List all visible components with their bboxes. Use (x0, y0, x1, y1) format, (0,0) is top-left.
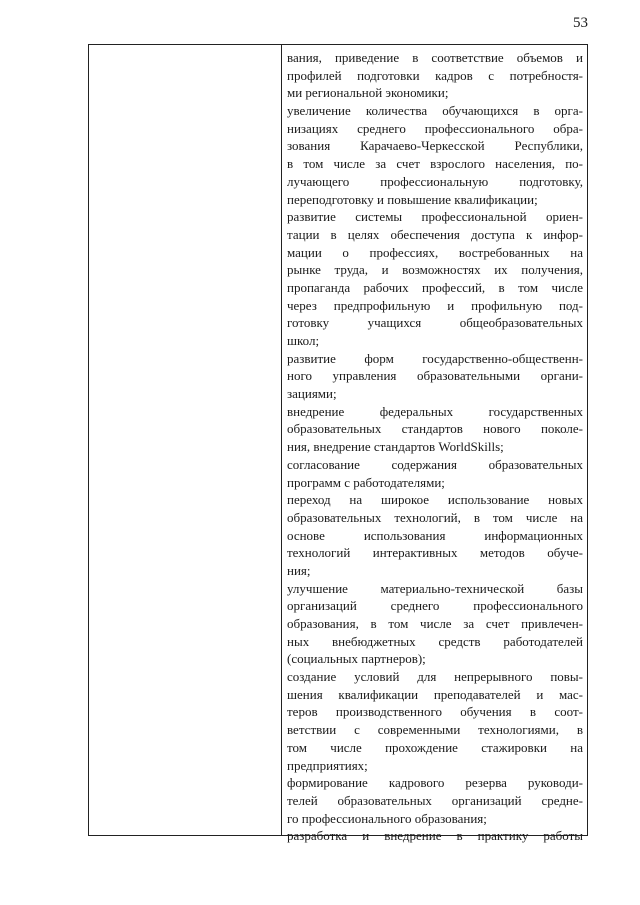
text-line: программ с работодателями; (287, 474, 445, 490)
text-line: низациях среднего профессионального обра- (287, 120, 583, 136)
page-number: 53 (573, 15, 588, 31)
text-line: телей образовательных организаций средне- (287, 792, 583, 808)
text-line: готовку учащихся общеобразовательных (287, 315, 583, 331)
text-line: ния, внедрение стандартов WorldSkills; (287, 439, 504, 455)
text-line: развитие форм государственно-общественн- (287, 350, 583, 366)
text-line: основе использования информационных (287, 527, 583, 543)
text-line: в том числе за счет взрослого населения, по- (287, 156, 583, 172)
text-line: шения квалификации преподавателей и мас- (287, 686, 583, 702)
text-line: организаций среднего профессионального (287, 598, 583, 614)
text-line: теров производственного обучения в соот- (287, 704, 583, 720)
text-line: вания, приведение в соответствие объемов и (287, 50, 583, 65)
text-line: мации о профессиях, востребованных на (287, 244, 583, 260)
text-line: ного управления образовательными органи- (287, 368, 583, 384)
text-line: профилей подготовки кадров с потребностя- (287, 67, 583, 83)
table-right-cell (282, 45, 587, 844)
text-line: (социальных партнеров); (287, 651, 426, 667)
text-line: пропаганда рабочих профессий, в том числе (287, 279, 583, 295)
text-line: разработка и внедрение в практику работы (287, 828, 583, 844)
text-line: том числе прохождение стажировки на (287, 739, 583, 755)
text-line: технологий интерактивных методов обуче- (287, 545, 583, 561)
text-line: внедрение федеральных государственных (287, 403, 583, 419)
text-line: создание условий для непрерывного повы- (287, 669, 583, 685)
text-line: переподготовку и повышение квалификации; (287, 191, 538, 207)
text-line: улучшение материально-технической базы (287, 580, 583, 596)
text-line: образовательных технологий, в том числе на (287, 509, 583, 525)
text-line: лучающего профессиональную подготовку, (287, 173, 583, 189)
table-left-cell (89, 45, 282, 835)
text-line: развитие системы профессиональной ориен- (287, 209, 583, 225)
text-line: школ; (287, 333, 320, 348)
text-line: го профессионального образования; (287, 810, 487, 826)
text-line: рынке труда, и возможностях их получения, (287, 262, 583, 278)
text-line: образовательных стандартов нового поколе- (287, 421, 583, 437)
text-line: формирование кадрового резерва руководи- (287, 775, 583, 791)
text-line: переход на широкое использование новых (287, 492, 583, 508)
text-line: предприятиях; (287, 757, 368, 773)
text-line: тации в целях обеспечения доступа к инфор- (287, 226, 583, 242)
text-line: зациями; (287, 386, 337, 402)
text-line: ных внебюджетных средств работодателей (287, 633, 583, 649)
document-table (88, 44, 588, 844)
text-line: через предпрофильную и профильную под- (287, 297, 583, 313)
text-line: ния; (287, 562, 311, 578)
text-line: зования Карачаево-Черкесской Республики, (287, 138, 583, 154)
text-line: образования, в том числе за счет привлечен- (287, 616, 583, 631)
text-line: ветствии с современными технологиями, в (287, 722, 583, 738)
text-line: увеличение количества обучающихся в орга- (287, 103, 583, 119)
text-line: ми региональной экономики; (287, 85, 449, 101)
text-line: согласование содержания образовательных (287, 456, 583, 472)
